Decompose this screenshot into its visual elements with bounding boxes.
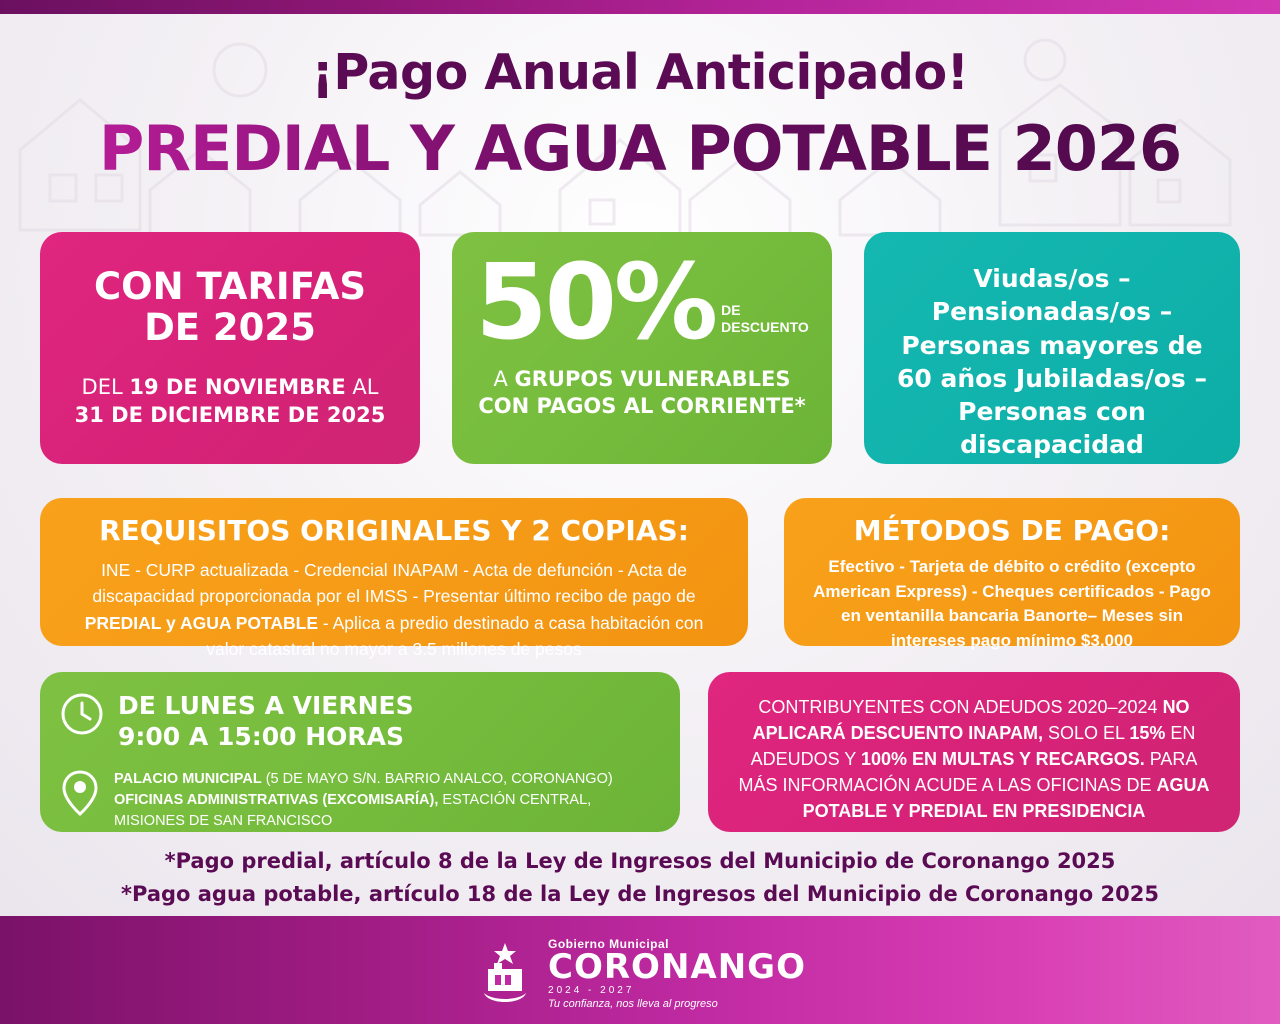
tarifas-range-mid: AL [345, 374, 379, 399]
page-title-line2: PREDIAL Y AGUA POTABLE 2026 [0, 112, 1280, 185]
horario-place2-name: OFICINAS ADMINISTRATIVAS (EXCOMISARÍA), [114, 791, 439, 808]
metodos-body: Efectivo - Tarjeta de débito o crédito (excepto American Express) - Cheques certificados - Pago en ventanilla bancaria Banorte– Meses sin intereses pago mínimo $3,000 [813, 557, 1211, 650]
card-tarifas-2025 [40, 232, 420, 464]
aviso-text-2: SOLO EL [1042, 723, 1130, 744]
page-title-line1: ¡Pago Anual Anticipado! [311, 44, 969, 101]
aviso-bold-3: 100% EN MULTAS Y RECARGOS. [860, 749, 1145, 770]
horario-place2-address: ESTACIÓN CENTRAL, MISIONES DE SAN FRANCISCO [114, 791, 592, 829]
legal-note-1: *Pago predial, artículo 8 de la Ley de Ingresos del Municipio de Coronango 2025 [164, 849, 1116, 873]
coronango-emblem-icon [474, 939, 536, 1009]
horario-hours: 9:00 A 15:00 HORAS [118, 722, 404, 752]
map-pin-icon [60, 769, 100, 822]
legal-notes [0, 845, 1280, 910]
card-grupos-vulnerables [864, 232, 1240, 464]
descuento-percent: 50% [475, 241, 716, 363]
requisitos-body-a: INE - CURP actualizada - Credencial INAPAM - Acta de defunción - Acta de discapacidad proporcionada por el IMSS - Presentar último recibo de pago de [92, 560, 696, 607]
descuento-sub-text: GRUPOS VULNERABLES CON PAGOS AL CORRIENTE* [478, 367, 806, 419]
aviso-text-4: PARA MÁS INFORMACIÓN ACUDE A LAS OFICINAS DE [738, 749, 1198, 796]
logo-name: CORONANGO [548, 947, 806, 987]
descuento-small-line2: DESCUENTO [721, 319, 809, 336]
descuento-sub-prefix: A [493, 367, 515, 391]
requisitos-body-b: - Aplica a predio destinado a casa habitación con valor catastral no mayor a 3.5 millones de pesos [206, 612, 704, 659]
card-horario-ubicacion [40, 672, 680, 832]
aviso-text-1: CONTRIBUYENTES CON ADEUDOS 2020–2024 [758, 697, 1163, 717]
municipal-logo [474, 938, 806, 1010]
card-descuento-50 [452, 232, 832, 464]
tarifas-range-start: 19 DE NOVIEMBRE [129, 374, 346, 399]
requisitos-body-bold: PREDIAL y AGUA POTABLE [84, 612, 319, 633]
tarifas-range-prefix: DEL [81, 374, 130, 399]
logo-slogan: Tu confianza, nos lleva al progreso [548, 998, 718, 1010]
logo-small-top: Gobierno Municipal [548, 937, 670, 951]
logo-years: 2024 - 2027 [548, 985, 635, 996]
clock-icon [60, 692, 104, 741]
tarifas-range-end: 31 DE DICIEMBRE DE 2025 [74, 403, 386, 428]
aviso-bold-2: 15% [1129, 723, 1166, 744]
horario-place1-name: PALACIO MUNICIPAL [114, 770, 262, 787]
metodos-title: MÉTODOS DE PAGO: [853, 514, 1171, 547]
top-accent-bar [0, 0, 1280, 14]
card-requisitos [40, 498, 748, 659]
descuento-small-line1: DE [721, 302, 741, 319]
card-aviso-adeudos [708, 672, 1240, 832]
aviso-bold-1: NO APLICARÁ DESCUENTO INAPAM, [752, 697, 1190, 744]
horario-days: DE LUNES A VIERNES [118, 691, 414, 720]
tarifas-title-line2: DE 2025 [144, 306, 316, 350]
requisitos-title: REQUISITOS ORIGINALES Y 2 COPIAS: [99, 514, 689, 547]
aviso-bold-4: AGUA POTABLE Y PREDIAL EN PRESIDENCIA [802, 775, 1210, 822]
vulnerables-text: Viudas/os – Pensionadas/os – Personas mayores de 60 años Jubiladas/os – Personas con discapacidad [897, 264, 1207, 460]
legal-note-2: *Pago agua potable, artículo 18 de la Ley de Ingresos del Municipio de Coronango 2025 [121, 881, 1159, 906]
card-metodos-pago [784, 498, 1240, 650]
tarifas-title-line1: CON TARIFAS [93, 265, 367, 308]
aviso-text-3: EN ADEUDOS Y [750, 723, 1196, 770]
horario-place1-address: (5 DE MAYO S/N. BARRIO ANALCO, CORONANGO) [261, 770, 613, 787]
